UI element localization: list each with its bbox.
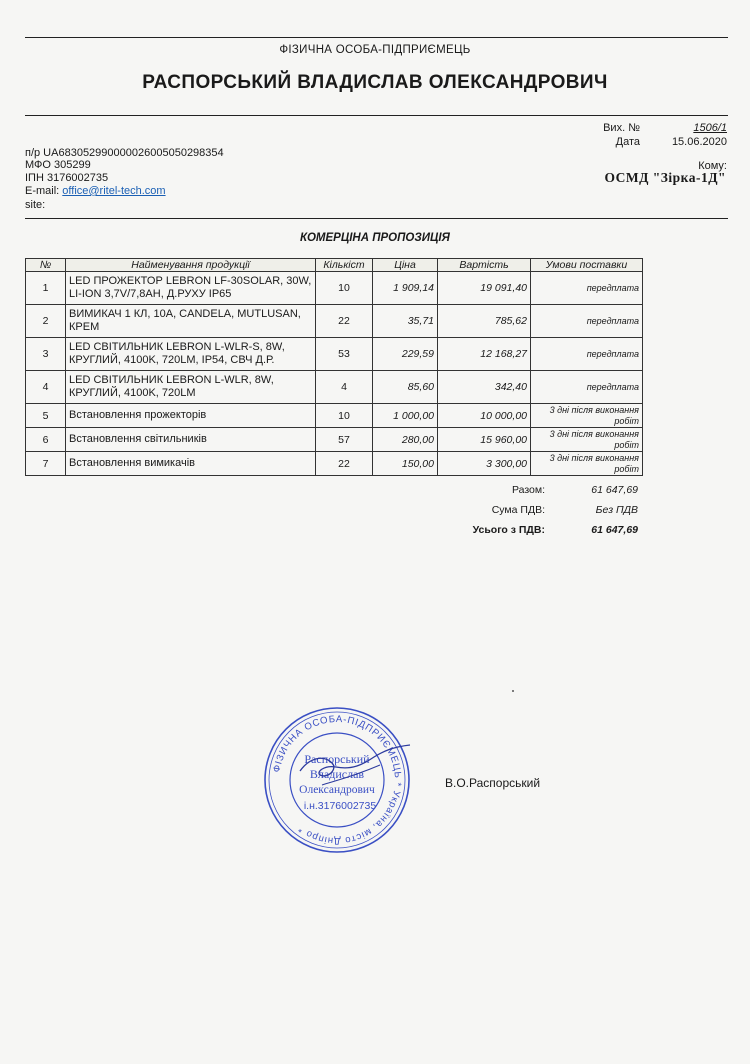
out-no: 1506/1 <box>693 122 727 134</box>
row-sum: 10 000,00 <box>438 404 531 428</box>
row-no: 3 <box>26 338 66 371</box>
row-qty: 53 <box>316 338 373 371</box>
row-price: 229,59 <box>373 338 438 371</box>
row-no: 7 <box>26 452 66 476</box>
vat-value: Без ПДВ <box>595 504 638 516</box>
row-qty: 4 <box>316 371 373 404</box>
row-name: LED СВІТИЛЬНИК LEBRON L-WLR-S, 8W, КРУГЛИЙ, 4100K, 720LM, IP54, СВЧ Д.Р. <box>66 338 316 371</box>
stamp-line-4: і.н.3176002735 <box>303 800 377 812</box>
row-sum: 19 091,40 <box>438 272 531 305</box>
row-qty: 10 <box>316 404 373 428</box>
table-row <box>26 428 643 452</box>
items-table <box>25 258 643 476</box>
email-link[interactable]: office@ritel-tech.com <box>62 185 166 197</box>
row-sum: 3 300,00 <box>438 452 531 476</box>
row-conditions: передплата <box>531 338 643 371</box>
row-no: 6 <box>26 428 66 452</box>
signer-name: В.О.Распорський <box>445 776 541 790</box>
col-qty: Кількіст <box>316 259 373 272</box>
col-price: Ціна <box>373 259 438 272</box>
entity-type: ФІЗИЧНА ОСОБА-ПІДПРИЄМЕЦЬ <box>279 44 471 56</box>
table-row <box>26 371 643 404</box>
row-name: LED СВІТИЛЬНИК LEBRON L-WLR, 8W, КРУГЛИЙ, 4100K, 720LM <box>66 371 316 404</box>
row-conditions: 3 дні після виконання робіт <box>531 428 643 452</box>
row-price: 280,00 <box>373 428 438 452</box>
subtotal-label: Разом: <box>511 484 545 496</box>
row-name: ВИМИКАЧ 1 КЛ, 10А, CANDELA, MUTLUSAN, КРЕМ <box>66 305 316 338</box>
email-row <box>25 185 166 197</box>
col-name: Найменування продукції <box>66 259 316 272</box>
row-price: 85,60 <box>373 371 438 404</box>
row-name: LED ПРОЖЕКТОР LEBRON LF-30SOLAR, 30W, LI-ION 3,7V/7,8AH, Д.РУХУ IP65 <box>66 272 316 305</box>
row-sum: 785,62 <box>438 305 531 338</box>
stamp-line-3: Олександрович <box>299 784 375 796</box>
table-row <box>26 305 643 338</box>
row-sum: 342,40 <box>438 371 531 404</box>
top-rule <box>25 37 728 38</box>
row-conditions: передплата <box>531 371 643 404</box>
row-no: 1 <box>26 272 66 305</box>
recipient-label: Кому: <box>698 160 727 172</box>
table-row <box>26 272 643 305</box>
row-conditions: передплата <box>531 272 643 305</box>
row-qty: 10 <box>316 272 373 305</box>
table-header-row <box>26 259 643 272</box>
row-no: 2 <box>26 305 66 338</box>
section-rule <box>25 218 728 219</box>
col-no: № <box>26 259 66 272</box>
document-title: КОМЕРЦІНА ПРОПОЗИЦІЯ <box>300 232 450 244</box>
total-value: 61 647,69 <box>591 524 638 536</box>
title-rule <box>25 115 728 116</box>
table-row <box>26 452 643 476</box>
company-name: РАСПОРСЬКИЙ ВЛАДИСЛАВ ОЛЕКСАНДРОВИЧ <box>142 72 608 93</box>
row-conditions: передплата <box>531 305 643 338</box>
row-conditions: 3 дні після виконання робіт <box>531 404 643 428</box>
site-label: site: <box>25 199 46 211</box>
row-sum: 12 168,27 <box>438 338 531 371</box>
row-sum: 15 960,00 <box>438 428 531 452</box>
row-price: 150,00 <box>373 452 438 476</box>
total-label: Усього з ПДВ: <box>472 524 545 536</box>
stamp-line-2: Владислав <box>309 767 365 781</box>
speck <box>512 690 514 692</box>
seal-stamp <box>262 705 412 855</box>
row-no: 4 <box>26 371 66 404</box>
vat-label: Сума ПДВ: <box>491 504 545 516</box>
table-row <box>26 404 643 428</box>
out-no-label: Вих. № <box>603 122 640 134</box>
stamp-line-1: Распорський <box>304 752 370 766</box>
col-sum: Вартість <box>438 259 531 272</box>
row-price: 1 909,14 <box>373 272 438 305</box>
row-no: 5 <box>26 404 66 428</box>
bank-account: п/р UA683052990000026005050298354 <box>25 147 224 159</box>
row-name: Встановлення вимикачів <box>66 452 316 476</box>
mfo-code: МФО 305299 <box>25 159 91 171</box>
row-name: Встановлення прожекторів <box>66 404 316 428</box>
row-qty: 22 <box>316 452 373 476</box>
subtotal-value: 61 647,69 <box>591 484 638 496</box>
table-row <box>26 338 643 371</box>
email-label: E-mail: <box>25 185 60 197</box>
row-qty: 57 <box>316 428 373 452</box>
row-name: Встановлення світильників <box>66 428 316 452</box>
date-label: Дата <box>615 136 640 148</box>
recipient: ОСМД "Зірка-1Д" <box>604 170 726 185</box>
row-conditions: 3 дні після виконання робіт <box>531 452 643 476</box>
col-conditions: Умови поставки <box>531 259 643 272</box>
row-price: 35,71 <box>373 305 438 338</box>
stamp-ring-text: ФІЗИЧНА ОСОБА-ПІДПРИЄМЕЦЬ * Україна, місто Дніпро * <box>271 713 404 847</box>
row-price: 1 000,00 <box>373 404 438 428</box>
doc-date: 15.06.2020 <box>671 136 727 148</box>
tax-id: ІПН 3176002735 <box>25 172 109 184</box>
row-qty: 22 <box>316 305 373 338</box>
